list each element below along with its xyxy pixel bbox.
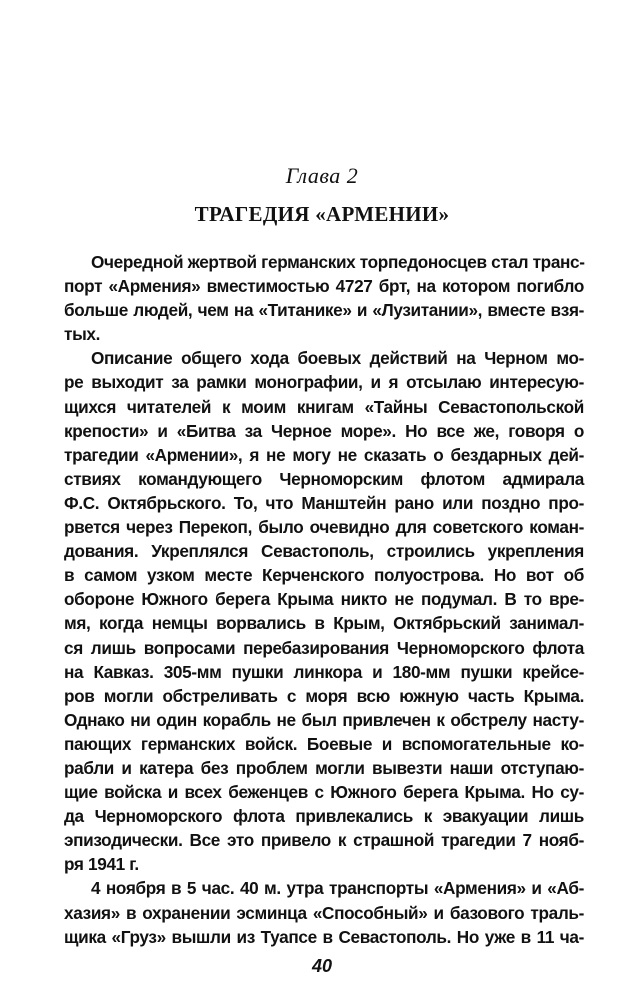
text-line: Описание общего хода боевых действий на Черном мо-: [91, 348, 584, 369]
text-line: щие войска и всех беженцев с Южного берега Крыма. Но су-: [64, 782, 584, 803]
text-line: пающих германских войск. Боевые и вспомогательные ко-: [64, 733, 584, 754]
text-line: рвется через Перекоп, было очевидно для советского коман-: [64, 517, 584, 538]
text-line: Однако ни один корабль не был привлечен к обстрелу насту-: [64, 709, 584, 730]
text-line: да Черноморского флота привлекались к эвакуации лишь: [64, 806, 584, 827]
text-line: порт «Армения» вместимостью 4727 брт, на котором погибло: [64, 276, 584, 297]
text-line: крепости» и «Битва за Черное море». Но все же, говоря о: [64, 420, 584, 441]
text-line: ся лишь вопросами перебазирования Черноморского флота: [64, 637, 584, 658]
text-line: в самом узком месте Керченского полуострова. Но вот об: [64, 565, 584, 586]
text-line: щика «Груз» вышли из Туапсе в Севастополь. Но уже в 11 ча-: [64, 926, 584, 947]
page-number: 40: [311, 956, 333, 976]
text-line: больше людей, чем на «Титанике» и «Лузитании», вместе взя-: [64, 300, 584, 321]
text-line: рабли и катера без проблем могли вывезти наши отступаю-: [64, 757, 584, 778]
text-line: трагедии «Армении», я не могу не сказать о бездарных дей-: [64, 444, 584, 465]
text-line: щихся читателей к моим книгам «Тайны Севастопольской: [64, 396, 584, 417]
text-line: хазия» в охранении эсминца «Способный» и базового траль-: [64, 902, 584, 923]
text-line: ре выходит за рамки монографии, и я отсылаю интересую-: [64, 372, 584, 393]
chapter-label: Глава 2: [285, 163, 359, 188]
text-line: Ф.С. Октябрьского. То, что Манштейн рано или поздно про-: [64, 492, 584, 513]
body-text: [64, 250, 584, 949]
text-line: тых.: [64, 324, 101, 345]
text-line: Очередной жертвой германских торпедоносцев стал транс-: [91, 252, 585, 272]
text-line: эпизодически. Все это привело к страшной трагедии 7 нояб-: [64, 830, 584, 851]
text-line: дования. Укреплялся Севастополь, строились укрепления: [64, 541, 584, 562]
text-line: мя, когда немцы ворвались в Крым, Октябрьский занимал-: [64, 613, 584, 634]
text-line: обороне Южного берега Крыма никто не подумал. В то вре-: [64, 589, 584, 610]
text-line: ря 1941 г.: [64, 854, 139, 875]
text-line: ров могли обстреливать с моря всю южную часть Крыма.: [64, 685, 584, 706]
text-line: 4 ноября в 5 час. 40 м. утра транспорты «Армения» и «Аб-: [91, 878, 584, 899]
text-line: на Кавказ. 305-мм пушки линкора и 180-мм пушки крейсе-: [64, 661, 584, 682]
chapter-title: ТРАГЕДИЯ «АРМЕНИИ»: [194, 202, 450, 226]
text-line: ствиях командующего Черноморским флотом адмирала: [64, 468, 584, 489]
